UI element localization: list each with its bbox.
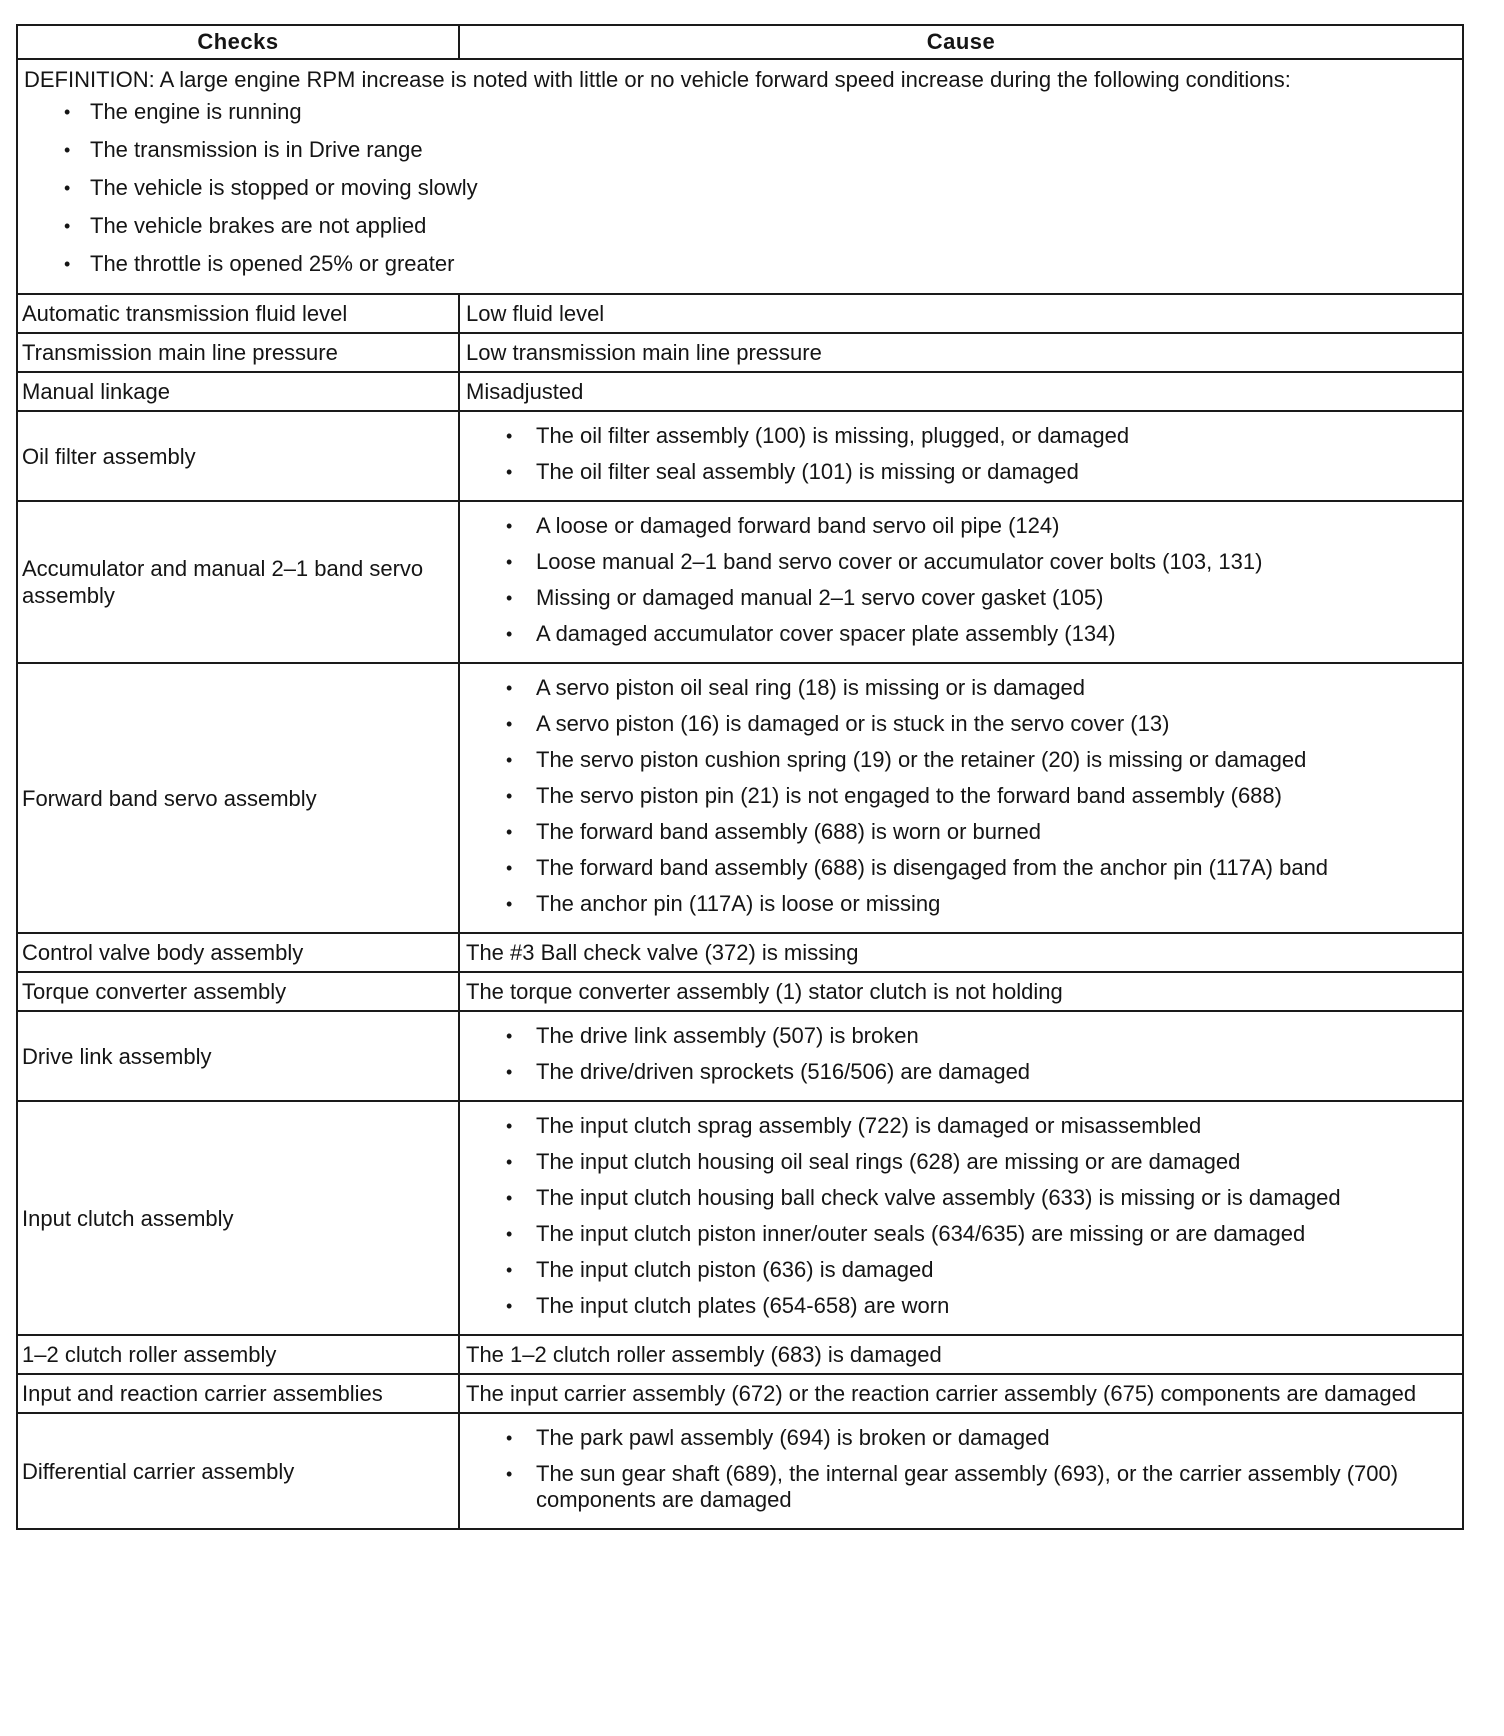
cause-item: • Loose manual 2–1 band servo cover or accumulator cover bolts (103, 131)	[466, 549, 1458, 575]
table-row	[17, 1374, 1463, 1413]
cause-list	[466, 1425, 1458, 1513]
cause-list	[466, 513, 1458, 647]
cause-item: • The drive/driven sprockets (516/506) are damaged	[466, 1059, 1458, 1085]
cause-item: • A loose or damaged forward band servo oil pipe (124)	[466, 513, 1458, 539]
cause-item: • The input clutch piston inner/outer seals (634/635) are missing or are damaged	[466, 1221, 1458, 1247]
cause-item: • A servo piston oil seal ring (18) is missing or is damaged	[466, 675, 1458, 701]
cause-item: • The input clutch housing oil seal rings (628) are missing or are damaged	[466, 1149, 1458, 1175]
cause-item: • The servo piston pin (21) is not engaged to the forward band assembly (688)	[466, 783, 1458, 809]
check-cell: Input clutch assembly	[17, 1101, 459, 1335]
cause-item: • The servo piston cushion spring (19) or the retainer (20) is missing or damaged	[466, 747, 1458, 773]
table-row	[17, 333, 1463, 372]
cause-cell	[459, 663, 1463, 933]
cause-item: • The input clutch housing ball check valve assembly (633) is missing or is damaged	[466, 1185, 1458, 1211]
definition-text: DEFINITION: A large engine RPM increase is noted with little or no vehicle forward speed increase during the following conditions:	[24, 67, 1291, 92]
table-row	[17, 1413, 1463, 1529]
cause-item: • The forward band assembly (688) is worn or burned	[466, 819, 1458, 845]
cause-item: • A damaged accumulator cover spacer plate assembly (134)	[466, 621, 1458, 647]
table-row	[17, 933, 1463, 972]
check-cell: Control valve body assembly	[17, 933, 459, 972]
cause-item: • A servo piston (16) is damaged or is stuck in the servo cover (13)	[466, 711, 1458, 737]
diagnostic-table	[16, 24, 1464, 1530]
cause-cell	[459, 1011, 1463, 1101]
definition-condition: • The throttle is opened 25% or greater	[24, 251, 1456, 277]
table-body	[17, 59, 1463, 1529]
table-row	[17, 294, 1463, 333]
cause-item: • The drive link assembly (507) is broken	[466, 1023, 1458, 1049]
cause-item: • The input clutch piston (636) is damaged	[466, 1257, 1458, 1283]
cause-cell: The 1–2 clutch roller assembly (683) is damaged	[459, 1335, 1463, 1374]
table-row	[17, 972, 1463, 1011]
cause-cell: The input carrier assembly (672) or the reaction carrier assembly (675) components are damaged	[459, 1374, 1463, 1413]
definition-condition: • The engine is running	[24, 99, 1456, 125]
check-cell: Oil filter assembly	[17, 411, 459, 501]
diagnostic-table-sheet	[16, 24, 1464, 1530]
cause-item: • The input clutch sprag assembly (722) is damaged or misassembled	[466, 1113, 1458, 1139]
table-row	[17, 372, 1463, 411]
header-cause: Cause	[459, 25, 1463, 59]
cause-item: • The anchor pin (117A) is loose or missing	[466, 891, 1458, 917]
definition-condition: • The vehicle is stopped or moving slowly	[24, 175, 1456, 201]
cause-list	[466, 423, 1458, 485]
cause-list	[466, 675, 1458, 917]
cause-item: • Missing or damaged manual 2–1 servo cover gasket (105)	[466, 585, 1458, 611]
table-row	[17, 1011, 1463, 1101]
cause-item: • The oil filter seal assembly (101) is missing or damaged	[466, 459, 1458, 485]
cause-item: • The input clutch plates (654-658) are worn	[466, 1293, 1458, 1319]
header-checks: Checks	[17, 25, 459, 59]
table-row	[17, 1335, 1463, 1374]
table-row	[17, 663, 1463, 933]
check-cell: Drive link assembly	[17, 1011, 459, 1101]
check-cell: 1–2 clutch roller assembly	[17, 1335, 459, 1374]
table-row	[17, 411, 1463, 501]
cause-cell	[459, 1101, 1463, 1335]
check-cell: Manual linkage	[17, 372, 459, 411]
check-cell: Differential carrier assembly	[17, 1413, 459, 1529]
cause-cell: Low fluid level	[459, 294, 1463, 333]
cause-cell	[459, 411, 1463, 501]
cause-cell: Low transmission main line pressure	[459, 333, 1463, 372]
check-cell: Automatic transmission fluid level	[17, 294, 459, 333]
cause-cell	[459, 1413, 1463, 1529]
cause-list	[466, 1113, 1458, 1319]
check-cell: Accumulator and manual 2–1 band servo assembly	[17, 501, 459, 663]
check-cell: Forward band servo assembly	[17, 663, 459, 933]
definition-cell	[17, 59, 1463, 294]
definition-condition: • The vehicle brakes are not applied	[24, 213, 1456, 239]
definition-conditions-list	[24, 99, 1456, 277]
check-cell: Transmission main line pressure	[17, 333, 459, 372]
definition-condition: • The transmission is in Drive range	[24, 137, 1456, 163]
table-row	[17, 501, 1463, 663]
cause-item: • The forward band assembly (688) is disengaged from the anchor pin (117A) band	[466, 855, 1458, 881]
check-cell: Torque converter assembly	[17, 972, 459, 1011]
header-row	[17, 25, 1463, 59]
check-cell: Input and reaction carrier assemblies	[17, 1374, 459, 1413]
cause-list	[466, 1023, 1458, 1085]
table-row	[17, 1101, 1463, 1335]
cause-cell: The torque converter assembly (1) stator clutch is not holding	[459, 972, 1463, 1011]
cause-cell	[459, 501, 1463, 663]
cause-item: • The park pawl assembly (694) is broken or damaged	[466, 1425, 1458, 1451]
definition-row	[17, 59, 1463, 294]
cause-item: • The oil filter assembly (100) is missing, plugged, or damaged	[466, 423, 1458, 449]
cause-item: • The sun gear shaft (689), the internal gear assembly (693), or the carrier assembly (700) components are damaged	[466, 1461, 1458, 1513]
cause-cell: Misadjusted	[459, 372, 1463, 411]
cause-cell: The #3 Ball check valve (372) is missing	[459, 933, 1463, 972]
